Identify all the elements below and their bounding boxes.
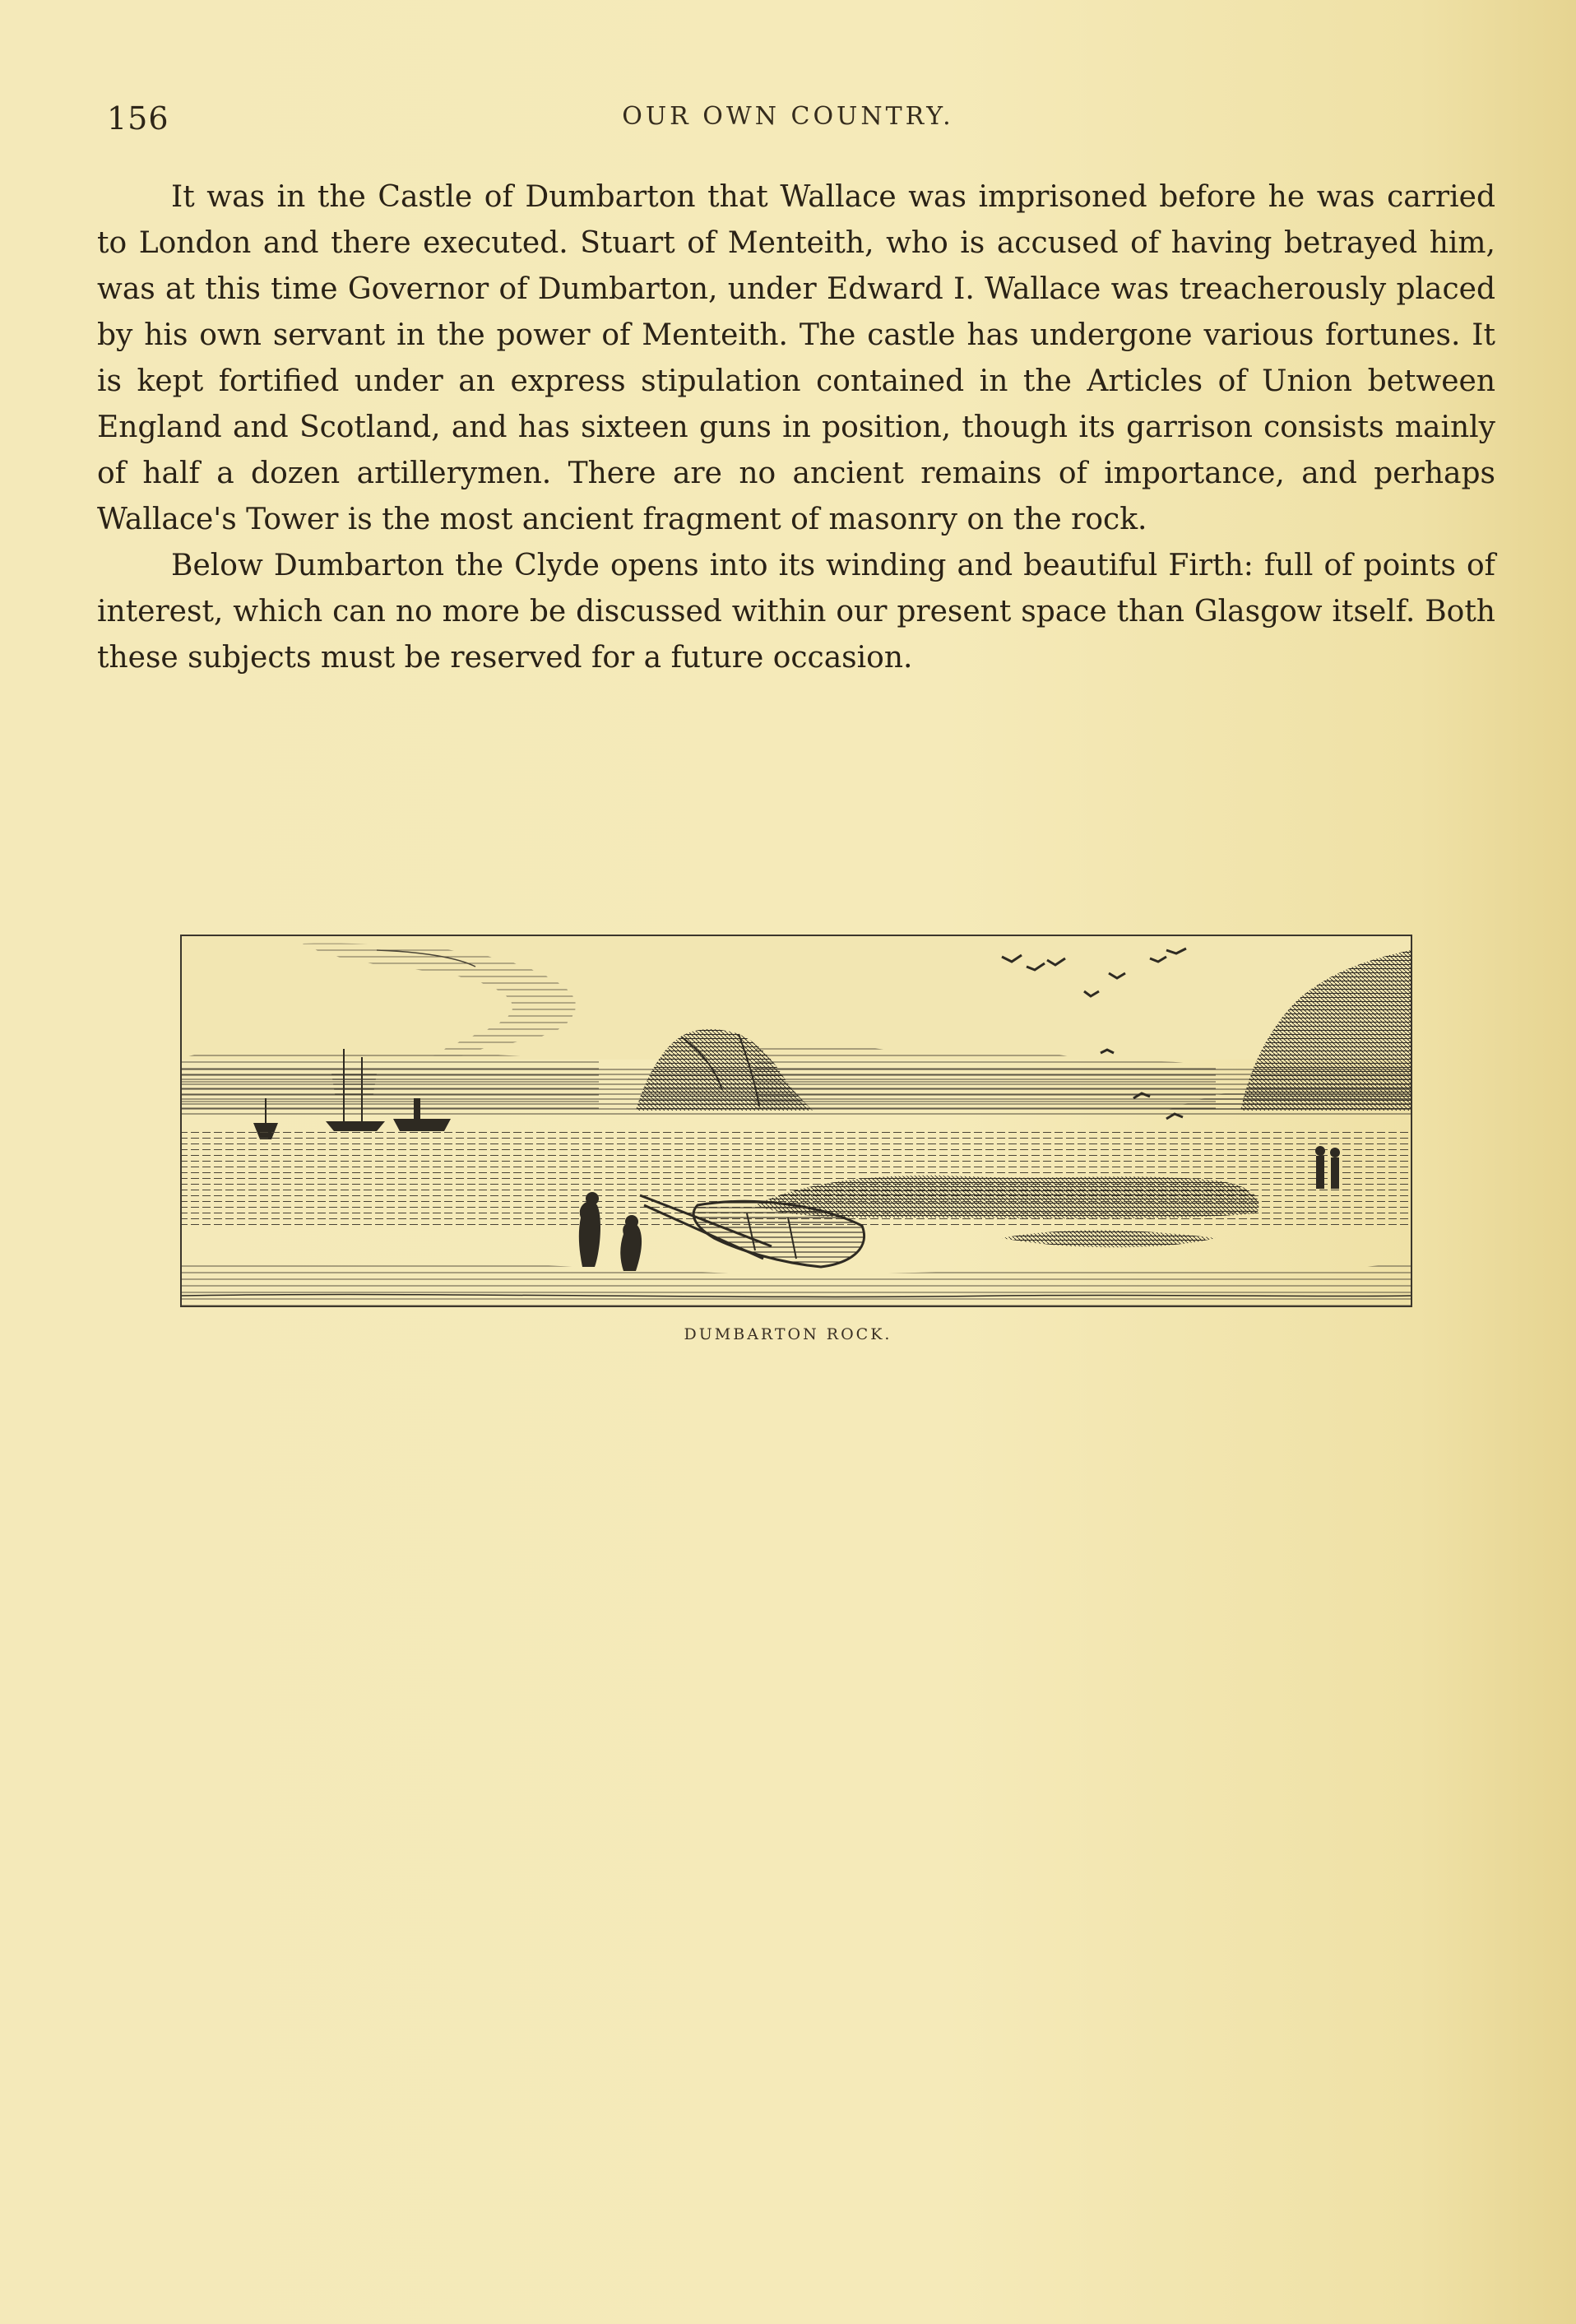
- running-head: OUR OWN COUNTRY.: [622, 102, 954, 131]
- paragraph-1: It was in the Castle of Dumbarton that Wallace was imprisoned before he was carried to London and there executed. Stuart of Menteith, who is accused of having betrayed him, was at this time Governor of Dumbarton, under Edward I. Wallace was treacherously placed by his own servant in the power of Menteith. The castle has undergone various fortunes. It is kept fortified under an express stipulation contained in the Articles of Union between England and Scotland, and has sixteen guns in position, though its garrison consists mainly of half a dozen artillerymen. There are no ancient remains of importance, and perhaps Wallace's Tower is the most ancient fragment of masonry on the rock.: [97, 180, 1495, 536]
- figure-caption: DUMBARTON ROCK.: [684, 1325, 892, 1343]
- paragraph-2: Below Dumbarton the Clyde opens into its winding and beautiful Firth: full of points of interest, which can no more be discussed within our present space than Glasgow itself. Both these subjects must be reserved for a future occasion.: [97, 549, 1495, 675]
- page-number: 156: [107, 100, 169, 137]
- dumbarton-rock-engraving: [179, 934, 1413, 1308]
- body-text: [97, 174, 1495, 681]
- foreground-shore: [182, 1261, 1411, 1306]
